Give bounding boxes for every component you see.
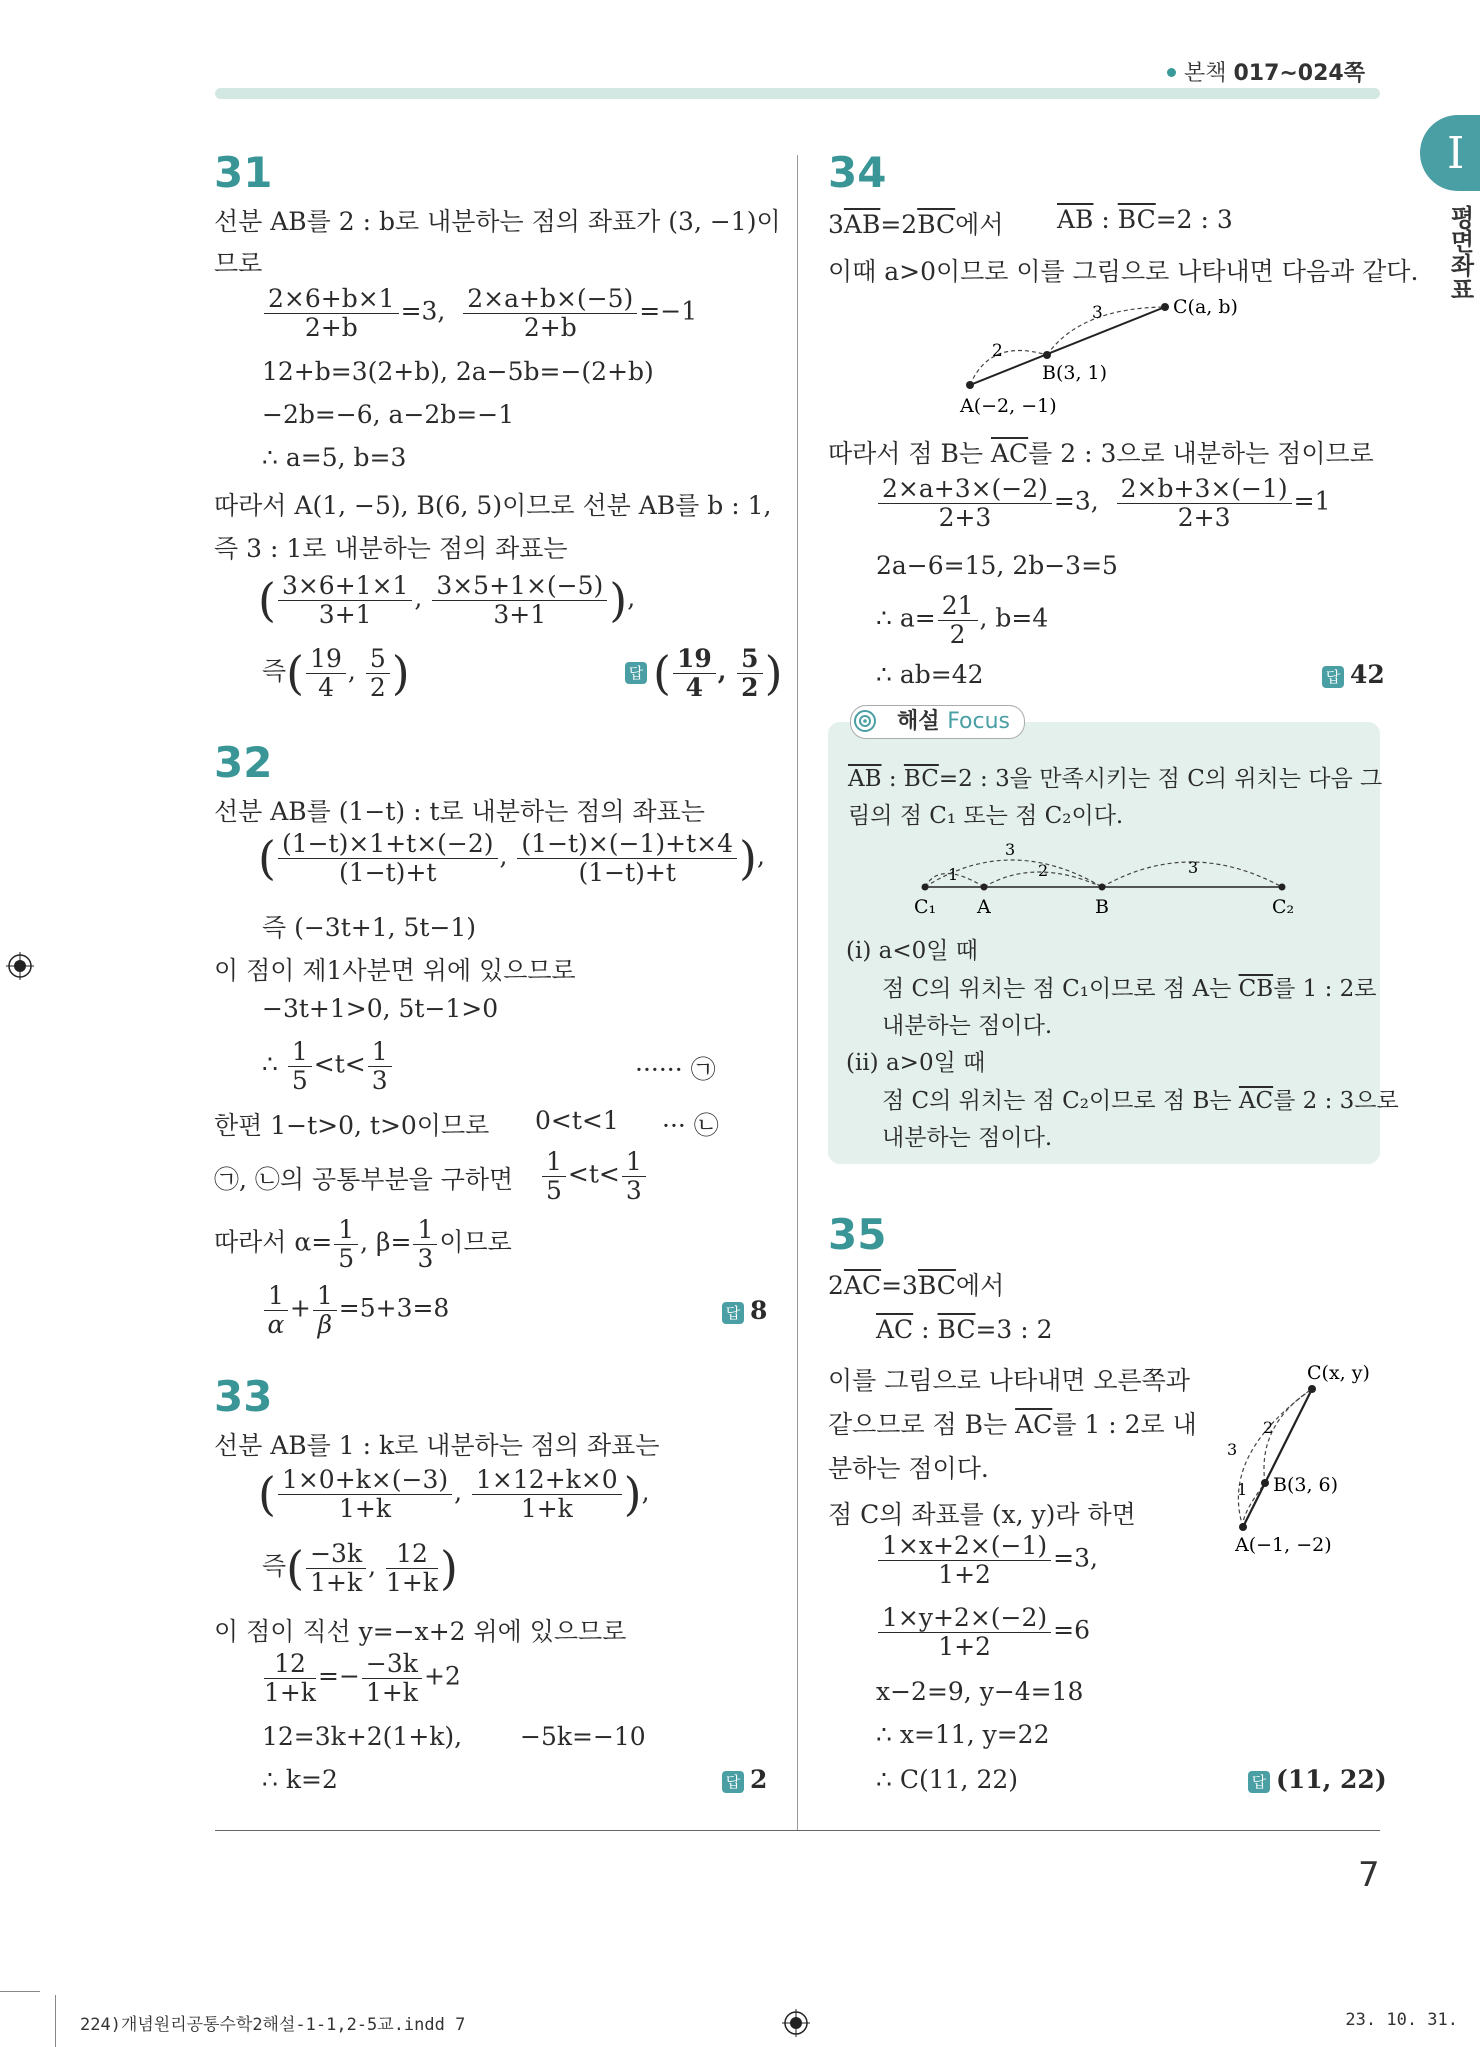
point-b — [1261, 1479, 1269, 1487]
p35-line: ∴ C(11, 22) — [876, 1765, 1019, 1794]
bottom-rule — [215, 1830, 1380, 1831]
point-c — [1161, 303, 1169, 311]
p32-mark-1: ······ ㉠ — [635, 1055, 716, 1084]
book-ref: 본책 — [1183, 61, 1227, 86]
p31-line: ∴ a=5, b=3 — [262, 443, 407, 472]
label-a: A(−2, −1) — [960, 395, 1057, 417]
p31-line: 12+b=3(2+b), 2a−5b=−(2+b) — [262, 357, 654, 386]
label-3: 3 — [1005, 840, 1016, 859]
label-3: 3 — [1188, 858, 1199, 877]
p32-line: 0<t<1 — [535, 1106, 619, 1135]
p34-line: ∴ ab=42 — [876, 660, 984, 689]
p35-line-4: 같으므로 점 B는 $\overline{AC}$를 1 : 2로 내 — [828, 1410, 1197, 1439]
p31-line: 므로 — [214, 249, 263, 278]
problem-number-32: 32 — [214, 738, 273, 787]
p35-ratio: $\overline{AC}$ : $\overline{BC}=3$ : 2 — [876, 1315, 1053, 1344]
footer-date: 23. 10. 31. — [1345, 2010, 1458, 2030]
p35-answer: 답 (11, 22) — [1248, 1765, 1387, 1794]
p32-line: 이 점이 제1사분면 위에 있으므로 — [214, 956, 576, 985]
label-a: A(−1, −2) — [1235, 1534, 1332, 1555]
p33-line: 이 점이 직선 y=−x+2 위에 있으므로 — [214, 1617, 627, 1646]
label-3: 3 — [1092, 303, 1103, 323]
focus-case-1: (ⅰ) a<0일 때 — [846, 938, 978, 964]
p35-line: x−2=9, y−4=18 — [876, 1677, 1084, 1706]
point-a — [966, 381, 974, 389]
p31-coordinate-fractions: ( $\frac{3\times 6+1\times 1}{3+1}$ , $\frac{3\times 5+1\times(-5)}{3+1}$ ), — [258, 571, 636, 629]
p33-line: 12=3k+2(1+k), — [262, 1722, 463, 1751]
label-b: B(3, 1) — [1042, 362, 1108, 384]
focus-line-2: 림의 점 C₁ 또는 점 C₂이다. — [848, 803, 1124, 829]
registration-mark-icon — [782, 2009, 810, 2037]
label-c1: C₁ — [914, 896, 937, 918]
header-rule — [215, 88, 1380, 99]
p34-line-3: 따라서 점 B는 $\overline{AC}$를 2 : 3으로 내분하는 점이므로 — [828, 439, 1374, 468]
p35-eq-2: $\frac{1\times y+2\times(-2)}{1+2}$ =6 — [876, 1604, 1090, 1660]
p32-answer: 답 8 — [722, 1296, 767, 1325]
focus-segment-figure — [900, 835, 1310, 925]
p32-coordinate-fractions: ( $\frac{(1-t)\times 1+t\times(-2)}{(1-t)+t}$ , $\frac{(1-t)\times(-1)+t\times 4}{(1-t)+t}$ ), — [258, 829, 765, 887]
p33-line: −5k=−10 — [520, 1722, 646, 1751]
p32-line: 선분 AB를 (1−t) : t로 내분하는 점의 좌표는 — [214, 797, 705, 826]
point-c — [1308, 1385, 1316, 1393]
point-b — [1099, 884, 1106, 891]
chapter-label: 평면좌표 — [1446, 205, 1474, 301]
p32-alpha-beta: 따라서 α= $\frac{1}{5}$ , β= $\frac{1}{3}$ 이므로 — [214, 1215, 512, 1273]
target-icon — [853, 709, 877, 733]
p35-line: ∴ x=11, y=22 — [876, 1720, 1050, 1749]
label-c: C(x, y) — [1307, 1362, 1370, 1384]
p34-a-value: ∴ a= $\frac{21}{2}$ , b=4 — [876, 591, 1049, 649]
point-c1 — [922, 884, 929, 891]
p33-line: 선분 AB를 1 : k로 내분하는 점의 좌표는 — [214, 1431, 660, 1460]
p34-segment-figure — [940, 290, 1270, 420]
p33-coordinate-fractions: ( $\frac{1\times 0+k\times(-3)}{1+k}$ , $\frac{1\times 12+k\times 0}{1+k}$ ), — [258, 1465, 650, 1523]
p32-line: 한편 1−t>0, t>0이므로 — [214, 1111, 490, 1140]
focus-case-2: (ⅱ) a>0일 때 — [846, 1050, 986, 1076]
label-b: B — [1095, 896, 1109, 918]
p32-line: −3t+1>0, 5t−1>0 — [262, 994, 499, 1023]
p31-answer: 답 ( $\frac{19}{4}$ , $\frac{5}{2}$ ) — [625, 645, 783, 701]
focus-case-1-text: 점 C의 위치는 점 C₁이므로 점 A는 $\overline{CB}$를 1 : 2로 — [882, 976, 1377, 1002]
p34-line-1: $3\overline{AB}=2\overline{BC}$에서 — [828, 210, 1004, 239]
p32-sum: $\frac{1}{\alpha}$ + $\frac{1}{\beta}$ =5+3=8 — [262, 1282, 449, 1338]
label-a: A — [977, 896, 991, 918]
bullet-dot-icon — [1167, 68, 1176, 77]
p34-line: 2a−6=15, 2b−3=5 — [876, 551, 1118, 580]
p33-answer: 답 2 — [722, 1765, 767, 1794]
crop-mark — [0, 1991, 40, 1992]
p33-substitution: $\frac{12}{1+k}$ =− $\frac{-3k}{1+k}$ +2 — [264, 1649, 461, 1707]
p33-point: 즉( $\frac{-3k}{1+k}$ , $\frac{12}{1+k}$ ) — [262, 1539, 458, 1597]
label-2: 2 — [1038, 861, 1049, 880]
p35-segment-figure — [1215, 1355, 1395, 1555]
p33-line: ∴ k=2 — [262, 1765, 338, 1794]
label-c2: C₂ — [1272, 896, 1295, 918]
p32-inequality: ∴ $\frac{1}{5}$ <t< $\frac{1}{3}$ — [262, 1038, 394, 1094]
point-b — [1043, 351, 1051, 359]
answer-badge-icon: 답 — [1322, 666, 1344, 688]
focus-case-2-end: 내분하는 점이다. — [882, 1125, 1053, 1151]
answer-badge-icon: 답 — [722, 1302, 744, 1324]
crop-mark — [55, 1995, 56, 2047]
p35-line: 이를 그림으로 나타내면 오른쪽과 — [828, 1366, 1190, 1395]
p35-line: 분하는 점이다. — [828, 1454, 989, 1483]
p34-ratio: $\overline{AB}$ : $\overline{BC}=2$ : 3 — [1057, 205, 1233, 234]
p31-result: 즉( $\frac{19}{4}$ , $\frac{5}{2}$ ) — [262, 644, 410, 702]
p35-eq-1: $\frac{1\times x+2\times(-1)}{1+2}$ =3, — [876, 1532, 1098, 1588]
chapter-numeral: I — [1447, 128, 1465, 179]
problem-number-33: 33 — [214, 1372, 273, 1421]
registration-mark-icon — [6, 952, 34, 980]
p31-line: 즉 3 : 1로 내분하는 점의 좌표는 — [214, 534, 568, 563]
p32-line: ㉠, ㉡의 공통부분을 구하면 — [214, 1165, 514, 1194]
focus-case-1-end: 내분하는 점이다. — [882, 1013, 1053, 1039]
label-1: 1 — [1237, 1480, 1248, 1499]
p31-line: 선분 AB를 2 : b로 내분하는 점의 좌표가 (3, −1)이 — [214, 207, 781, 236]
answer-badge-icon: 답 — [1248, 1771, 1270, 1793]
focus-tag: 해설 Focus — [850, 705, 1025, 739]
p35-line: 점 C의 좌표를 (x, y)라 하면 — [828, 1500, 1136, 1529]
p31-equation-fractions: $\frac{2\times 6+b\times 1}{2+b}$ =3, $\frac{2\times a+b\times(-5)}{2+b}$ =−1 — [262, 285, 697, 341]
page-range-header — [1167, 56, 1365, 87]
label-c: C(a, b) — [1173, 296, 1238, 318]
label-1: 1 — [948, 865, 959, 884]
label-b: B(3, 6) — [1273, 1474, 1339, 1496]
page-number: 7 — [1358, 1855, 1380, 1895]
label-3: 3 — [1227, 1440, 1238, 1459]
point-a — [981, 884, 988, 891]
footer-filename: 224)개념원리공통수학2해설-1-1,2-5교.indd 7 — [80, 2015, 466, 2035]
focus-line-1: $\overline{AB}$ : $\overline{BC}=2$ : 3을 만족시키는 점 C의 위치는 다음 그 — [848, 766, 1383, 792]
p32-common-range: $\frac{1}{5}$ <t< $\frac{1}{3}$ — [540, 1148, 648, 1204]
column-divider — [797, 155, 798, 1830]
point-c2 — [1279, 884, 1286, 891]
problem-number-34: 34 — [828, 148, 887, 197]
page-range: 017~024쪽 — [1233, 61, 1365, 86]
p35-line-1: $2\overline{AC}=3\overline{BC}$에서 — [828, 1271, 1005, 1300]
answer-badge-icon: 답 — [722, 1771, 744, 1793]
p32-mark-2: ··· ㉡ — [662, 1111, 719, 1140]
label-2: 2 — [992, 341, 1003, 361]
focus-case-2-text: 점 C의 위치는 점 C₂이므로 점 B는 $\overline{AC}$를 2 : 3으로 — [882, 1088, 1399, 1114]
problem-number-31: 31 — [214, 148, 273, 197]
p34-answer: 답 42 — [1322, 660, 1385, 689]
p31-line: 따라서 A(1, −5), B(6, 5)이므로 선분 AB를 b : 1, — [214, 491, 772, 520]
p32-line: 즉 (−3t+1, 5t−1) — [262, 913, 477, 942]
p34-line: 이때 a>0이므로 이를 그림으로 나타내면 다음과 같다. — [828, 257, 1419, 286]
problem-number-35: 35 — [828, 1210, 887, 1259]
label-2: 2 — [1263, 1418, 1274, 1437]
answer-badge-icon: 답 — [625, 662, 647, 684]
p34-equations: $\frac{2\times a+3\times(-2)}{2+3}$ =3, $\frac{2\times b+3\times(-1)}{2+3}$ =1 — [876, 475, 1331, 531]
p31-line: −2b=−6, a−2b=−1 — [262, 400, 515, 429]
segment-ac — [1243, 1389, 1312, 1527]
point-a — [1239, 1523, 1247, 1531]
